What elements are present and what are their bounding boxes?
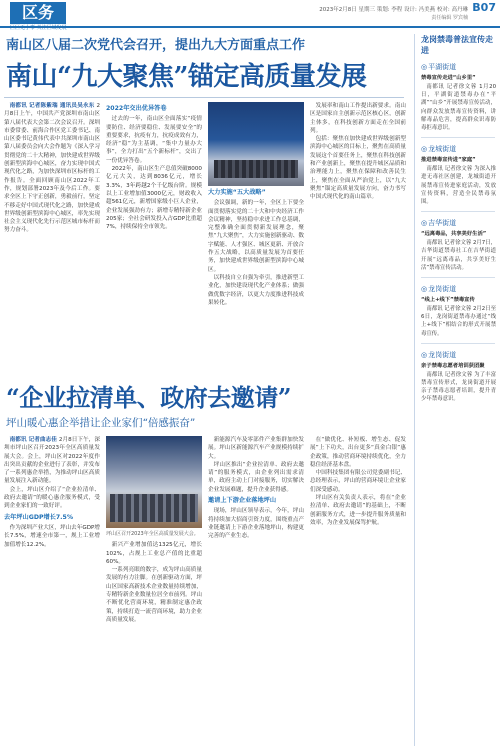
dateline: 2023年2月8日 星期三 策划: 李程 设计: 冯美燕 校对: 高丹琳: [319, 7, 468, 13]
brief-divider: [421, 277, 495, 278]
story-2-paragraph: 在“做优化、补短板、增生态、促发展”上下功夫，出台更多“真金白银”惠企政策，推动营商环境持续优化，全力稳住经济基本盘。: [310, 437, 406, 468]
story-1-column-2: [106, 102, 202, 372]
photo-caption: 坪山区召开2023年全区高质量发展大会。: [106, 531, 199, 537]
story-1-header: [4, 34, 408, 98]
circle-bullet-icon: ◎: [421, 219, 428, 228]
story-1-paragraph: 过去的一年，南山区全面落实“疫情要防住、经济要稳住、发展要安全”的重要要求，抗疫有力，抗疫成效有力，经济“稳”为主基调，“集中力量办大事”，全力打出“五个新标杆”，交出了一份优异答卷。: [106, 116, 202, 164]
story-2-paragraph: 会上，坪山区介绍了“企业拉清单、政府去邀请”的暖心惠企服务模式，受到企业家们的一致好评。: [4, 486, 100, 510]
story-1-column-4: [310, 102, 406, 372]
story-1-paragraph: 会议强调，新的一年，全区上下要全面贯彻落实党的二十大和中央经济工作会议精神，坚持稳中求进工作总基调，完整准确全面贯彻新发展理念，聚焦“九大聚焦”，大力实施创新驱动、数字赋能、人才强区、城区更新、开放合作五大战略，以高质量发展为首要任务，加快建成世界级创新型滨海中心城区。: [208, 200, 304, 273]
brief-body: 南都讯 记者徐文蓉 1月20日，平湖街道禁毒办在“平湖”“山乡”开展禁毒宣传活动，向群众发放禁毒宣传资料，讲解毒品危害，提高群众识毒防毒拒毒意识。: [421, 84, 496, 132]
story-2-paragraph: 现场，坪山区领导表示，今年，坪山将持续加大招商引资力度，围绕重点产业链邀请上下游企业落地坪山，构建更完善的产业生态。: [208, 508, 304, 540]
brief-section-label: ◎平湖街道: [421, 63, 457, 71]
story-1-subhead-1: 2022年交出优异答卷: [106, 105, 167, 112]
brief-subhead: “线上+线下”禁毒宣传: [421, 297, 475, 304]
story-1-subhead-2: 大力实施“五大战略”: [208, 189, 266, 196]
story-2-paragraph: 中国科技集团有限公司党委副书记、总经理表示，坪山的营商环境让企业家们深受感动。: [310, 470, 406, 493]
story-1-byline: 南都讯 记者陈紫瑞 通讯员吴永东: [9, 103, 95, 109]
story-1-paragraph: 以科技自立自强为牵引，推进新型工业化，加快建设现代化产业体系；做强做优数字经济，以更大力度推进科技成果转化。: [208, 274, 304, 306]
brief-section-label: ◎龙城街道: [421, 145, 457, 154]
story-1-column-3: [208, 102, 304, 372]
story-2-column-3: [208, 436, 304, 742]
story-2-column-1: [4, 436, 100, 742]
story-2-column-4: [310, 436, 406, 742]
circle-bullet-icon: ◎: [421, 63, 428, 71]
story-2-subhead-2: 邀请上下游企业落地坪山: [208, 497, 277, 505]
brief-body: 南都讯 记者徐文蓉 为深入推进无毒社区创建，龙城街道开展禁毒宣传进家庭活动，发放宣传资料，营造全民禁毒氛围。: [421, 166, 496, 206]
story-2-byline: 南都讯 记者曲志佳: [9, 437, 57, 443]
brief-section-label: ◎龙岗街道: [421, 285, 457, 294]
brief-subhead: 推进禁毒宣传进“家庭”: [421, 157, 476, 164]
brief-item: [421, 62, 496, 138]
story-2-paragraph: 新兴产业增加值达1325亿元，增长102%，占规上工业总产值的比重超60%。: [106, 542, 202, 565]
page-number: B07: [472, 1, 496, 14]
headline-divider: [4, 97, 404, 98]
brief-item: [421, 284, 496, 344]
story-1-body: [4, 102, 408, 372]
story-1-kicker: 南山区八届二次党代会召开，提出九大方面重点工作: [6, 38, 306, 53]
story-1-column-1: [4, 102, 100, 372]
brief-item: [421, 144, 496, 212]
story-2-subhead-1: 去年坪山GDP增长7.5%: [4, 513, 74, 521]
brief-section-label: ◎龙岗街道: [421, 350, 457, 359]
brief-body: 南都讯 记者徐文蓉 为了丰富禁毒宣传形式，龙岗街道开展亲子禁毒志愿者培训，提升青少年禁毒意识。: [421, 371, 496, 403]
circle-bullet-icon: ◎: [421, 145, 428, 154]
editor-line: 责任编辑 罗宾楠: [431, 15, 468, 21]
story-1-paragraph: 2022年，南山区生产总值突破8000亿元大关，达到8036亿元，增长3.3%，3年跨越2个千亿级台阶。规模以上工业增加值3000亿元，财政收入超561亿元，新增国家级小巨人企业，企业发展强劲有力；新增专精特新企业205家；全社会研发投入占GDP比重超7%，持续保持全市领先。: [106, 166, 202, 231]
story-2-paragraph: 2月8日下午，深圳市坪山区召开2023年全区高质量发展大会。会上，坪山区对2022年度作出突出贡献的企业进行了表彰，并发布了一系列惠企举措，为推动坪山区高质量发展注入新动能。: [4, 437, 100, 485]
brief-item: [421, 218, 496, 278]
story-2-body: [4, 436, 408, 742]
story-2-paragraph: 一系列亮眼的数字，成为坪山高质量发展的有力注脚。在创新驱动方面，坪山区国家高新技术企业数量持续增加，专精特新企业数量位居全市前列。坪山不断优化营商环境，精准制定惠企政策，持续打造一流营商环境，助力企业高质量发展。: [106, 567, 202, 623]
story-2-paragraph: 作为深圳产业大区，坪山去年GDP增长7.5%，增速全市第一，规上工业增加值增长12.2%。: [4, 524, 100, 548]
story-2-paragraph: 坪山区推出“企业拉清单、政府去邀请”的服务模式，由企业列出需求清单，政府主动上门对接服务，切实解决企业发展难题，提升企业获得感。: [208, 461, 304, 493]
circle-bullet-icon: ◎: [421, 285, 428, 294]
sidebar-title: 龙岗禁毒普法宣传走进: [421, 34, 493, 55]
brief-item: [421, 350, 496, 404]
sidebar-briefs: [414, 34, 496, 746]
story-1-headline: 南山“九大聚焦”锚定高质量发展: [6, 62, 367, 92]
section-slogan: 区区无小事 关注区域发展: [10, 25, 67, 31]
story-1-photo: [208, 102, 304, 186]
story-2-column-2: [106, 436, 202, 742]
story-1-paragraph: 包括：聚焦在加快建成世界级创新型滨海中心城区的目标上，聚焦在高质量发展这个首要任务上，聚焦在科技创新和产业创新上，聚焦在提升城区品质和治理能力上，聚焦在保障和改善民生上，聚焦在全面从严治党上，以“九大聚焦”锚定高质量发展方向，奋力书写中国式现代化的南山篇章。: [310, 136, 406, 201]
brief-section-label: ◎吉华街道: [421, 219, 457, 228]
brief-divider: [421, 343, 495, 344]
story-1-paragraph: 发展率和南山工作提出新要求。南山区是国家自主创新示范区核心区，创新主体多，在科技创新方面走在全国前列。: [310, 103, 406, 134]
story-2-photo: [106, 436, 202, 528]
story-2-paragraph: 坪山区有关负责人表示，将在“企业拉清单、政府去邀请”的基础上，不断创新服务方式，进一步提升服务质量和效率，为企业发展保驾护航。: [310, 495, 406, 526]
brief-body: 南都讯 记者徐文蓉 2月2日至6日，龙岗街道禁毒办通过“线上+线下”相结合的形式开展禁毒宣传。: [421, 306, 496, 337]
brief-divider: [421, 137, 495, 138]
masthead: [0, 0, 500, 31]
brief-subhead: 亲子禁毒志愿者培训获团聚: [421, 362, 485, 369]
brief-body: 南都讯 记者徐文蓉 2月7日，吉华街道禁毒社工在吉华街道开展“远离毒品，共享美好生活”禁毒宣传活动。: [421, 240, 496, 271]
story-1-paragraph: 2月8日上午，中国共产党深圳市南山区第八届代表大会第二次会议召开。深圳市委常委、前海合作区党工委书记、南山区委书记黄伟代表中共深圳市南山区第八届委员会向大会作题为《深入学习贯彻党的二十大精神，加快建成世界级创新型滨海中心城区，奋力实现中国式现代化之路，为加快深圳市区标杆的工作报告。全面回顾南山区2022年工作，规划部署2023年及今后工作。要求全区上下守正创新，勇毅前行，坚定不移走好中国式现代化之路，加快建成世界级创新型滨海中心城区，率先实现社会主义现代化先行示范区城市标杆而努力奋斗。: [4, 103, 100, 234]
brief-subhead: “远离毒品，共享美好生活”: [421, 231, 487, 238]
story-2-subtitle: 坪山暖心惠企举措让企业家们“倍感振奋”: [6, 417, 196, 429]
brief-divider: [421, 211, 495, 212]
story-2-header: [4, 378, 408, 430]
story-2-headline: “企业拉清单、政府去邀请”: [6, 383, 292, 412]
brief-subhead: 禁毒宣传走进“山乡里”: [421, 75, 476, 81]
circle-bullet-icon: ◎: [421, 350, 428, 359]
section-logo: 区务: [10, 2, 66, 24]
story-2-paragraph: 新能源汽车及零部件产业集群加快发展。坪山区新能源汽车产业规模持续扩大。: [208, 437, 304, 460]
